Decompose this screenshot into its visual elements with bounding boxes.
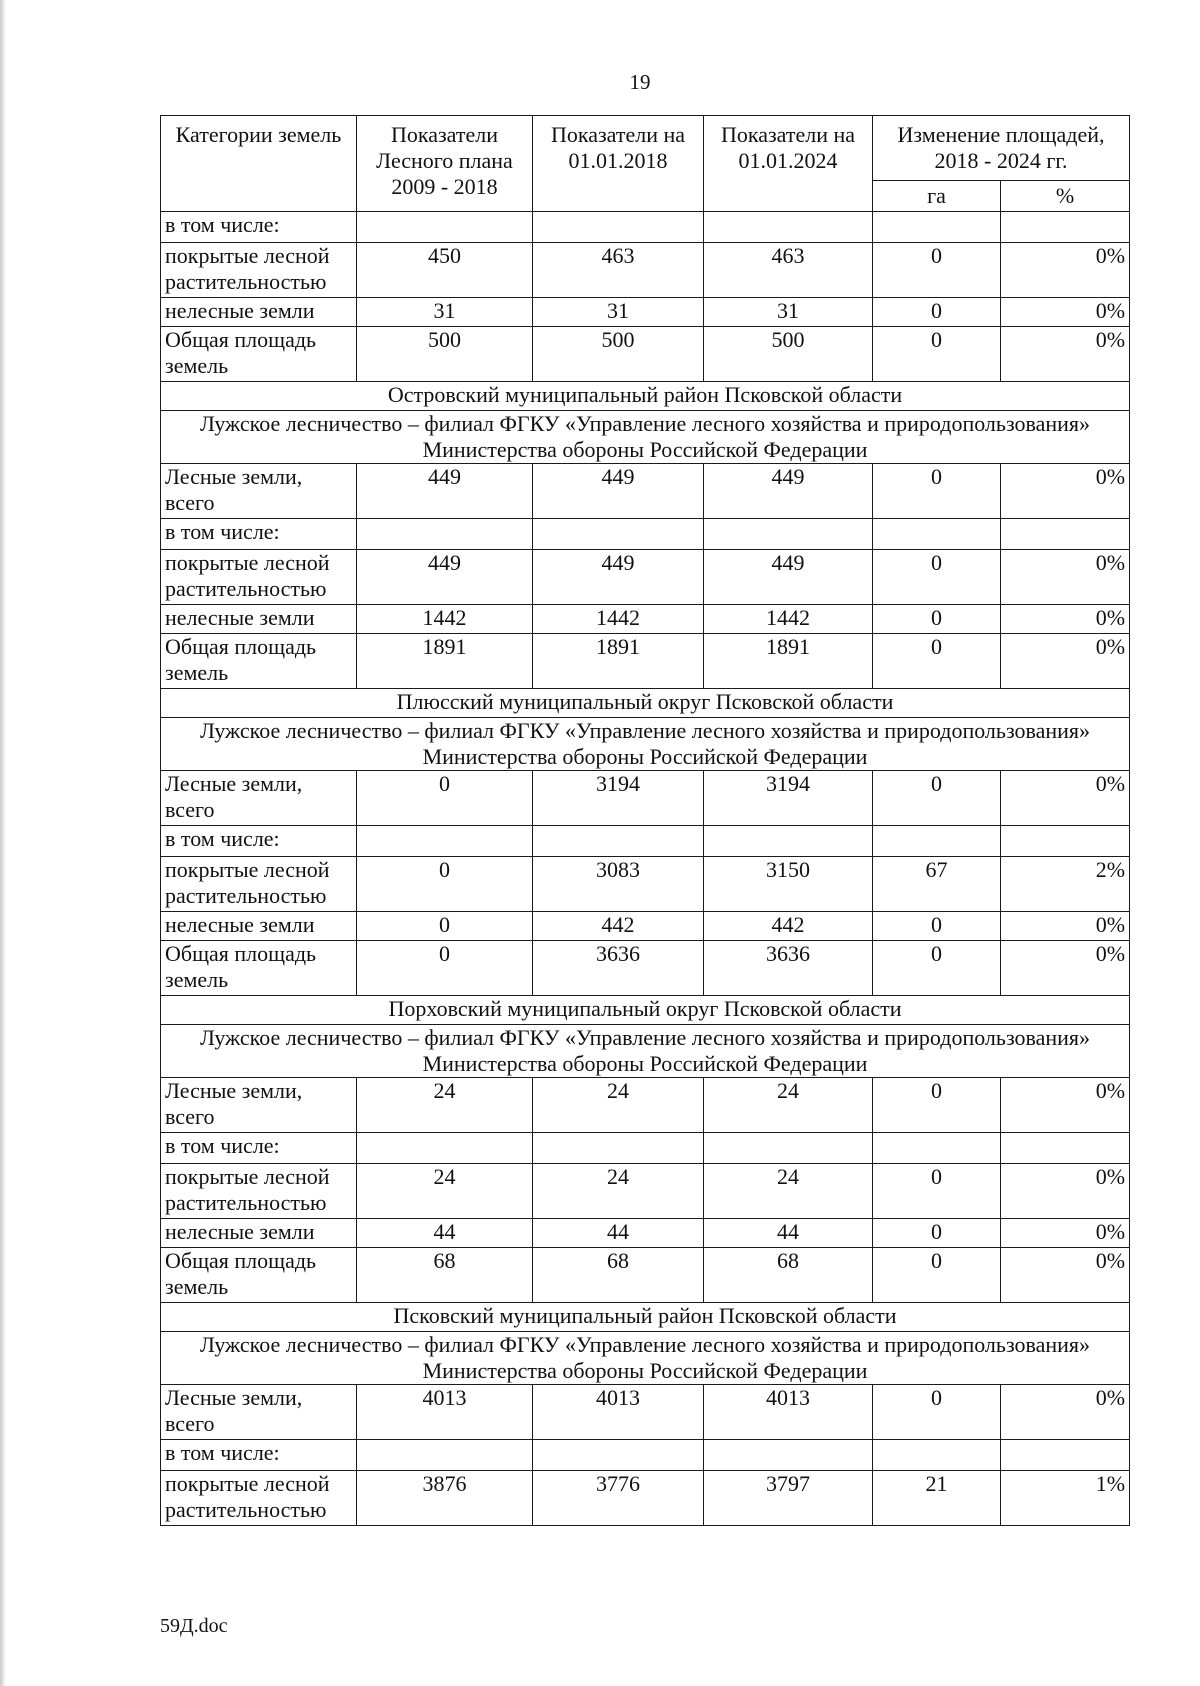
cell-change-percent: 0% xyxy=(1001,1219,1130,1248)
cell-2024: 3150 xyxy=(704,857,873,912)
district-row xyxy=(161,689,1130,718)
table-row xyxy=(161,212,1130,243)
cell-change-ha: 0 xyxy=(873,1248,1001,1303)
cell-category-label: нелесные земли xyxy=(161,605,357,634)
forestry-row xyxy=(161,411,1130,464)
cell-change-percent: 0% xyxy=(1001,605,1130,634)
cell-2018: 3194 xyxy=(533,771,704,826)
cell-change-ha xyxy=(873,1133,1001,1164)
cell-category-label: в том числе: xyxy=(161,1440,357,1471)
cell-2024: 4013 xyxy=(704,1385,873,1440)
cell-forest-plan: 31 xyxy=(357,298,533,327)
cell-change-ha: 0 xyxy=(873,605,1001,634)
cell-2018: 1891 xyxy=(533,634,704,689)
cell-forest-plan xyxy=(357,1133,533,1164)
cell-category-label: покрытые лесной растительностью xyxy=(161,1164,357,1219)
table-body xyxy=(161,212,1130,1526)
table-row xyxy=(161,605,1130,634)
forestry-row xyxy=(161,1025,1130,1078)
cell-change-ha: 0 xyxy=(873,1385,1001,1440)
cell-2024: 463 xyxy=(704,243,873,298)
cell-forest-plan: 24 xyxy=(357,1078,533,1133)
cell-2024 xyxy=(704,1133,873,1164)
cell-2018: 3636 xyxy=(533,941,704,996)
cell-2018: 44 xyxy=(533,1219,704,1248)
district-name: Псковский муниципальный район Псковской области xyxy=(161,1303,1130,1332)
cell-change-ha: 0 xyxy=(873,464,1001,519)
cell-forest-plan: 0 xyxy=(357,857,533,912)
cell-forest-plan xyxy=(357,519,533,550)
table-row xyxy=(161,464,1130,519)
cell-category-label: Общая площадь земель xyxy=(161,1248,357,1303)
cell-category-label: в том числе: xyxy=(161,1133,357,1164)
cell-forest-plan: 68 xyxy=(357,1248,533,1303)
cell-2024: 449 xyxy=(704,550,873,605)
cell-change-percent: 0% xyxy=(1001,327,1130,382)
table-row xyxy=(161,1219,1130,1248)
cell-2018 xyxy=(533,1133,704,1164)
cell-2018: 31 xyxy=(533,298,704,327)
cell-2024: 3194 xyxy=(704,771,873,826)
cell-change-ha: 0 xyxy=(873,1078,1001,1133)
cell-change-percent: 0% xyxy=(1001,1248,1130,1303)
cell-2018: 24 xyxy=(533,1078,704,1133)
table-row xyxy=(161,327,1130,382)
cell-2018 xyxy=(533,519,704,550)
table-row xyxy=(161,634,1130,689)
cell-change-ha: 0 xyxy=(873,912,1001,941)
cell-forest-plan: 3876 xyxy=(357,1471,533,1526)
table-row xyxy=(161,857,1130,912)
cell-2018: 500 xyxy=(533,327,704,382)
cell-change-ha xyxy=(873,826,1001,857)
footer-filename: 59Д.doc xyxy=(160,1615,228,1637)
cell-change-ha: 0 xyxy=(873,771,1001,826)
cell-change-percent: 0% xyxy=(1001,550,1130,605)
cell-change-percent: 0% xyxy=(1001,298,1130,327)
cell-category-label: нелесные земли xyxy=(161,1219,357,1248)
table-row xyxy=(161,243,1130,298)
table-header-row xyxy=(161,116,1130,181)
cell-change-percent xyxy=(1001,1440,1130,1471)
cell-2018: 24 xyxy=(533,1164,704,1219)
cell-2024: 449 xyxy=(704,464,873,519)
cell-forest-plan: 0 xyxy=(357,771,533,826)
cell-forest-plan: 1891 xyxy=(357,634,533,689)
cell-category-label: в том числе: xyxy=(161,519,357,550)
cell-forest-plan: 449 xyxy=(357,464,533,519)
cell-forest-plan xyxy=(357,826,533,857)
cell-forest-plan xyxy=(357,1440,533,1471)
scan-edge-shadow xyxy=(0,0,6,1686)
cell-change-ha xyxy=(873,1440,1001,1471)
cell-change-ha: 0 xyxy=(873,243,1001,298)
cell-change-ha: 0 xyxy=(873,634,1001,689)
cell-change-percent xyxy=(1001,519,1130,550)
cell-forest-plan: 0 xyxy=(357,941,533,996)
cell-2024 xyxy=(704,826,873,857)
cell-forest-plan: 500 xyxy=(357,327,533,382)
cell-change-ha: 0 xyxy=(873,327,1001,382)
cell-2024: 500 xyxy=(704,327,873,382)
land-categories-table xyxy=(160,115,1130,1526)
table-row xyxy=(161,550,1130,605)
district-row xyxy=(161,1303,1130,1332)
cell-change-percent: 0% xyxy=(1001,1078,1130,1133)
cell-2018: 463 xyxy=(533,243,704,298)
cell-change-ha: 0 xyxy=(873,298,1001,327)
cell-change-percent: 0% xyxy=(1001,243,1130,298)
table-row xyxy=(161,1133,1130,1164)
table-row xyxy=(161,1385,1130,1440)
cell-forest-plan: 44 xyxy=(357,1219,533,1248)
cell-change-percent: 0% xyxy=(1001,771,1130,826)
district-name: Плюсский муниципальный округ Псковской области xyxy=(161,689,1130,718)
cell-2018: 3083 xyxy=(533,857,704,912)
cell-2018: 442 xyxy=(533,912,704,941)
table-row xyxy=(161,771,1130,826)
cell-change-percent: 0% xyxy=(1001,941,1130,996)
cell-category-label: нелесные земли xyxy=(161,298,357,327)
table-row xyxy=(161,1248,1130,1303)
cell-category-label: Лесные земли, всего xyxy=(161,1385,357,1440)
cell-2024 xyxy=(704,1440,873,1471)
cell-2024: 442 xyxy=(704,912,873,941)
district-name: Островский муниципальный район Псковской области xyxy=(161,382,1130,411)
cell-2024: 24 xyxy=(704,1078,873,1133)
cell-2018: 449 xyxy=(533,464,704,519)
table-row xyxy=(161,1078,1130,1133)
header-percent: % xyxy=(1001,181,1130,212)
page-number: 19 xyxy=(629,70,651,94)
cell-change-percent: 0% xyxy=(1001,912,1130,941)
cell-forest-plan: 450 xyxy=(357,243,533,298)
cell-2024: 68 xyxy=(704,1248,873,1303)
cell-category-label: Общая площадь земель xyxy=(161,327,357,382)
cell-category-label: покрытые лесной растительностью xyxy=(161,1471,357,1526)
cell-category-label: покрытые лесной растительностью xyxy=(161,550,357,605)
header-category: Категории земель xyxy=(161,116,357,212)
cell-category-label: нелесные земли xyxy=(161,912,357,941)
cell-change-percent xyxy=(1001,1133,1130,1164)
cell-2018: 1442 xyxy=(533,605,704,634)
cell-forest-plan: 24 xyxy=(357,1164,533,1219)
cell-2018 xyxy=(533,1440,704,1471)
table-row xyxy=(161,826,1130,857)
cell-change-percent: 0% xyxy=(1001,1164,1130,1219)
cell-change-ha: 0 xyxy=(873,1164,1001,1219)
cell-category-label: в том числе: xyxy=(161,212,357,243)
cell-2024: 24 xyxy=(704,1164,873,1219)
table-row xyxy=(161,1471,1130,1526)
cell-category-label: покрытые лесной растительностью xyxy=(161,857,357,912)
cell-change-percent: 0% xyxy=(1001,1385,1130,1440)
cell-category-label: Лесные земли, всего xyxy=(161,771,357,826)
cell-2024 xyxy=(704,212,873,243)
table-row xyxy=(161,941,1130,996)
forestry-name: Лужское лесничество – филиал ФГКУ «Управление лесного хозяйства и природопользования» Министерства обороны Российской Федерации xyxy=(161,411,1130,464)
cell-2024: 1442 xyxy=(704,605,873,634)
cell-2024: 44 xyxy=(704,1219,873,1248)
cell-2024: 3636 xyxy=(704,941,873,996)
cell-change-percent xyxy=(1001,826,1130,857)
forestry-name: Лужское лесничество – филиал ФГКУ «Управление лесного хозяйства и природопользования» Министерства обороны Российской Федерации xyxy=(161,1025,1130,1078)
cell-change-percent: 0% xyxy=(1001,634,1130,689)
cell-change-percent: 1% xyxy=(1001,1471,1130,1526)
forestry-name: Лужское лесничество – филиал ФГКУ «Управление лесного хозяйства и природопользования» Министерства обороны Российской Федерации xyxy=(161,718,1130,771)
cell-change-ha: 0 xyxy=(873,941,1001,996)
district-name: Порховский муниципальный округ Псковской области xyxy=(161,996,1130,1025)
forestry-row xyxy=(161,1332,1130,1385)
cell-change-ha: 0 xyxy=(873,550,1001,605)
cell-forest-plan: 0 xyxy=(357,912,533,941)
cell-2024 xyxy=(704,519,873,550)
cell-change-ha: 21 xyxy=(873,1471,1001,1526)
header-change: Изменение площадей, 2018 - 2024 гг. xyxy=(873,116,1130,181)
cell-change-ha xyxy=(873,212,1001,243)
header-forest-plan: Показатели Лесного плана 2009 - 2018 xyxy=(357,116,533,212)
table-row xyxy=(161,912,1130,941)
cell-2018: 4013 xyxy=(533,1385,704,1440)
forestry-row xyxy=(161,718,1130,771)
cell-category-label: Лесные земли, всего xyxy=(161,1078,357,1133)
table-row xyxy=(161,298,1130,327)
cell-category-label: Общая площадь земель xyxy=(161,941,357,996)
district-row xyxy=(161,996,1130,1025)
cell-2024: 1891 xyxy=(704,634,873,689)
table-row xyxy=(161,1164,1130,1219)
cell-change-ha: 67 xyxy=(873,857,1001,912)
cell-forest-plan xyxy=(357,212,533,243)
header-2024: Показатели на 01.01.2024 xyxy=(704,116,873,212)
cell-category-label: Лесные земли, всего xyxy=(161,464,357,519)
cell-change-ha: 0 xyxy=(873,1219,1001,1248)
cell-2018 xyxy=(533,212,704,243)
table-row xyxy=(161,1440,1130,1471)
cell-2018: 68 xyxy=(533,1248,704,1303)
cell-change-percent: 0% xyxy=(1001,464,1130,519)
cell-category-label: Общая площадь земель xyxy=(161,634,357,689)
cell-change-percent: 2% xyxy=(1001,857,1130,912)
district-row xyxy=(161,382,1130,411)
cell-2024: 3797 xyxy=(704,1471,873,1526)
cell-change-percent xyxy=(1001,212,1130,243)
cell-category-label: покрытые лесной растительностью xyxy=(161,243,357,298)
header-ha: га xyxy=(873,181,1001,212)
table-row xyxy=(161,519,1130,550)
forestry-name: Лужское лесничество – филиал ФГКУ «Управление лесного хозяйства и природопользования» Министерства обороны Российской Федерации xyxy=(161,1332,1130,1385)
header-2018: Показатели на 01.01.2018 xyxy=(533,116,704,212)
cell-2018 xyxy=(533,826,704,857)
cell-2018: 449 xyxy=(533,550,704,605)
cell-category-label: в том числе: xyxy=(161,826,357,857)
cell-forest-plan: 449 xyxy=(357,550,533,605)
cell-2024: 31 xyxy=(704,298,873,327)
cell-change-ha xyxy=(873,519,1001,550)
cell-forest-plan: 4013 xyxy=(357,1385,533,1440)
cell-forest-plan: 1442 xyxy=(357,605,533,634)
cell-2018: 3776 xyxy=(533,1471,704,1526)
